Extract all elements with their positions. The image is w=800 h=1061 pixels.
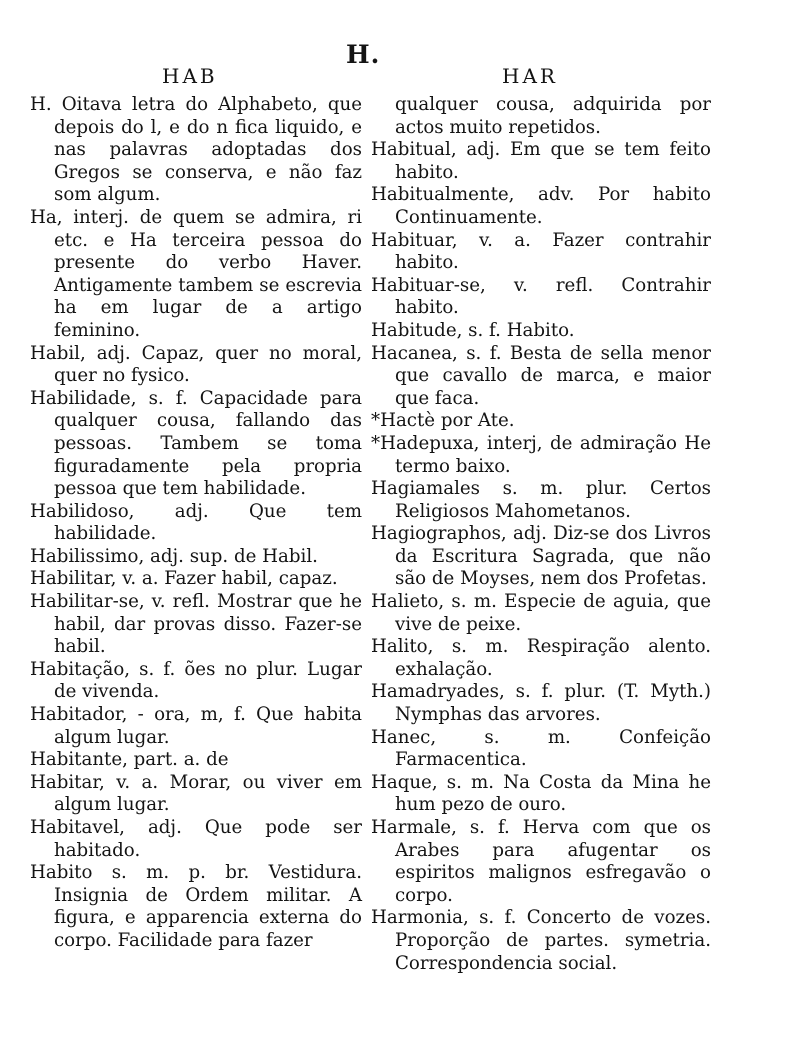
entry-habitacao: Habitação, s. f. ões no plur. Lugar de vivenda. [30, 658, 362, 703]
entry-haque: Haque, s. m. Na Costa da Mina he hum pezo de ouro. [371, 771, 711, 816]
entry-hagiamales: Hagiamales s. m. plur. Certos Religiosos Mahometanos. [371, 478, 711, 522]
entry-hacanea: Hacanea, s. f. Besta de sella menor que cavallo de marca, e maior que faca. [371, 342, 711, 409]
right-column-header: HAR [502, 64, 558, 88]
entry-habitador: Habitador, - ora, m, f. Que habita algum lugar. [30, 704, 362, 748]
entry-hamadryades: Hamadryades, s. f. plur. (T. Myth.) Nymphas das arvores. [371, 681, 711, 726]
entry-h: H. Oitava letra do Alphabeto, que depois do l, e do n fica liquido, e nas palavras adoptadas dos Gregos se conserva, e não faz som algum. [30, 94, 362, 206]
entry-hanec: Hanec, s. m. Confeição Farmacentica. [371, 726, 711, 771]
entry-habilissimo: Habilissimo, adj. sup. de Habil. [30, 545, 318, 567]
left-column [30, 94, 362, 953]
entry-habitual: Habitual, adj. Em que se tem feito habito. [371, 139, 711, 183]
entry-habilitar: Habilitar, v. a. Fazer habil, capaz. [30, 568, 338, 590]
entry-habitualmente: Habitualmente, adv. Por habito Continuamente. [371, 184, 711, 228]
entry-habitar: Habitar, v. a. Morar, ou viver em algum lugar. [30, 771, 362, 816]
left-column-header: HAB [162, 64, 218, 88]
entry-habil: Habil, adj. Capaz, quer no moral, quer no fysico. [30, 342, 362, 387]
page-letter: H. [346, 40, 381, 69]
entry-habituar-se: Habituar-se, v. refl. Contrahir habito. [371, 274, 711, 319]
entry-hacte: *Hactè por Ate. [371, 410, 515, 432]
entry-hagiographos: Hagiographos, adj. Diz-se dos Livros da Escritura Sagrada, que não são de Moyses, nem dos Profetas. [371, 523, 711, 590]
entry-habito: Habito s. m. p. br. Vestidura. Insignia de Ordem militar. A figura, e apparencia externa do corpo. Facilidade para fazer [30, 862, 362, 951]
entry-halito: Halito, s. m. Respiração alento. exhalação. [371, 636, 711, 680]
right-column [371, 94, 711, 975]
entry-hadepuxa: *Hadepuxa, interj, de admiração He termo baixo. [371, 432, 711, 477]
entry-halieto: Halieto, s. m. Especie de aguia, que vive de peixe. [371, 591, 711, 635]
entry-habituar: Habituar, v. a. Fazer contrahir habito. [371, 229, 711, 274]
entry-habitante: Habitante, part. a. de [30, 749, 229, 771]
entry-habitavel: Habitavel, adj. Que pode ser habitado. [30, 817, 362, 861]
entry-ha: Ha, interj. de quem se admira, ri etc. e Ha terceira pessoa do presente do verbo Haver. Antigamente tambem se escrevia ha em lugar de a artigo feminino. [30, 206, 362, 341]
entry-harmale: Harmale, s. f. Herva com que os Arabes para afugentar os espiritos malignos esfregavão o corpo. [371, 817, 711, 906]
entry-habitude: Habitude, s. f. Habito. [371, 319, 575, 341]
entry-habilidade: Habilidade, s. f. Capacidade para qualquer cousa, fallando das pessoas. Tambem se toma figuradamente pela propria pessoa que tem habilidade. [30, 387, 362, 500]
entry-harmonia: Harmonia, s. f. Concerto de vozes. Proporção de partes. symetria. Correspondencia social. [371, 907, 711, 974]
entry-habito-continued: qualquer cousa, adquirida por actos muito repetidos. [395, 94, 711, 138]
entry-habilitar-se: Habilitar-se, v. refl. Mostrar que he habil, dar provas disso. Fazer-se habil. [30, 591, 362, 658]
entry-habilidoso: Habilidoso, adj. Que tem habilidade. [30, 500, 362, 545]
